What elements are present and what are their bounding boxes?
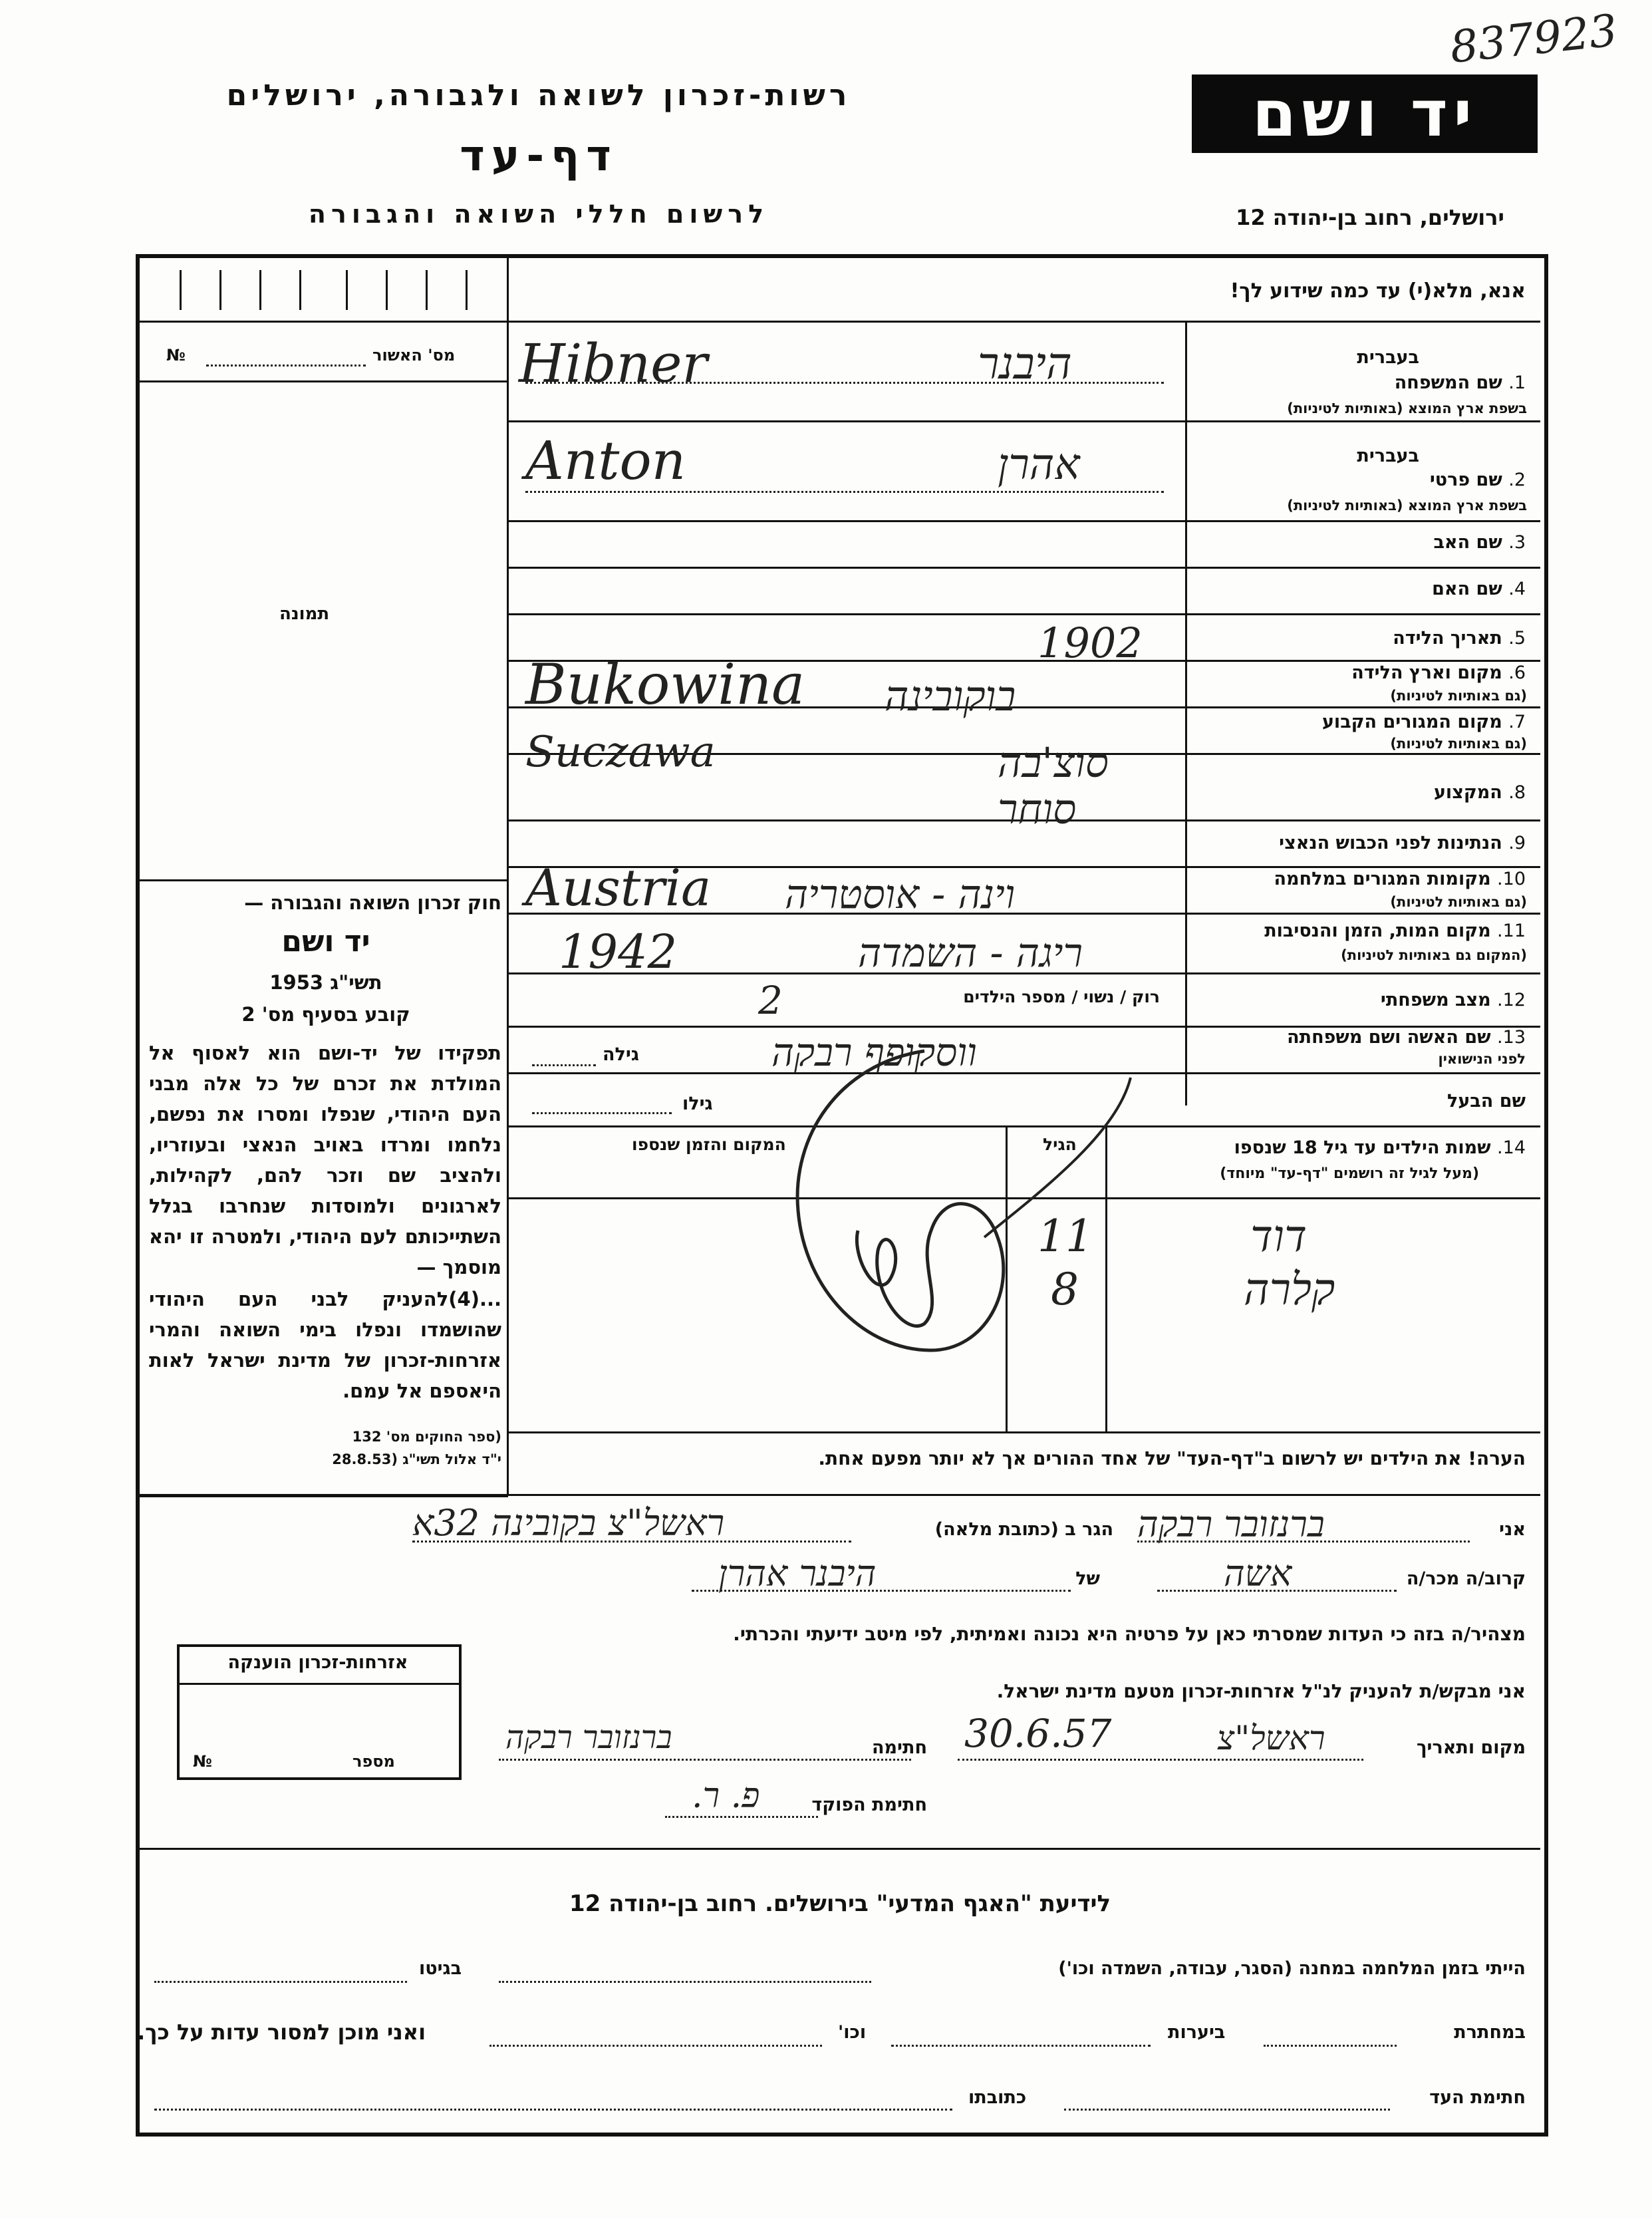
- signature-line: [499, 1759, 911, 1761]
- field-14-note: (מעל לגיל זה רושמים "דף-עד" מיוחד): [1220, 1165, 1479, 1182]
- bottom-witness-signature-line: [1064, 2109, 1390, 2111]
- field-3-label: [1433, 532, 1526, 553]
- law-text: תפקידו של יד-ושם הוא לאסוף אל המולדת את זכרם של כל אלה מבני העם היהודי, שנפלו ומסרו את נפשם, נלחמו ומרדו באויב הנאצי ובעוזריו, ולהציב שם וזכר להם, לקהילות, לארגונים ולמוסדות שנחרבו בגלל השתייכותם לעם היהודי, ולמטרה זו יהא מוסמך —: [149, 1042, 501, 1278]
- relation-name: היבנר אהרן: [718, 1553, 877, 1594]
- children-section-bottom: [507, 1431, 1540, 1433]
- field-13-age-label: גילה: [603, 1044, 639, 1065]
- field-1-label: [1395, 372, 1526, 393]
- field-11-label-text: מקום המות, הזמן והנסיבות: [1264, 921, 1491, 941]
- field-6-number: 6.: [1508, 663, 1526, 683]
- field-5-label: [1393, 628, 1526, 649]
- approval-no-mark: №: [166, 346, 186, 365]
- declarant-name: ברנזובר רבקה: [1137, 1503, 1325, 1545]
- husband-age-label: גילו: [682, 1094, 713, 1114]
- field-5-label-text: תאריך הלידה: [1393, 628, 1502, 649]
- handwritten-scribble: [705, 1038, 1170, 1384]
- citizenship-box-title: אזרחות-זכרון הוענקה: [227, 1652, 408, 1673]
- child-1-name: דוד: [1250, 1211, 1308, 1262]
- law-text-2: ...(4)להעניק לבני העם היהודי שהושמדו ונפלו בימי השואה והמרי אזרחות-זכרון של מדינת ישראל לאות היאספם אל עמם.: [149, 1288, 501, 1402]
- declaration-request: אני מבקש/ת להעניק לנ"ל אזרחות-זכרון מטעם מדינת ישראל.: [996, 1680, 1526, 1702]
- field-8-value: סוחר: [998, 785, 1077, 833]
- row-divider: [140, 321, 1540, 323]
- field-2-label-text: שם פרטי: [1429, 470, 1502, 490]
- field-4-label-text: שם האם: [1432, 579, 1502, 599]
- field-1-value-hebrew: היבנר: [978, 338, 1072, 389]
- field-5-number: 5.: [1508, 628, 1526, 649]
- field-10-label: [1274, 869, 1526, 889]
- field-7-value-hebrew: סוצ'בה: [998, 738, 1109, 787]
- field-12-number: 12.: [1497, 990, 1526, 1010]
- left-column-divider: [507, 258, 509, 1495]
- field-4-label: [1432, 579, 1526, 599]
- header-form-subtitle: לרשום חללי השואה והגבורה: [308, 200, 769, 229]
- field-12-label-text: מצב משפחתי: [1380, 990, 1491, 1010]
- field-1-hebrew-tag: בעברית: [1357, 347, 1419, 368]
- field-10-value-latin: Austria: [525, 858, 712, 917]
- field-6-value-hebrew: בוקובינה: [885, 672, 1016, 720]
- field-1-value-latin: Hibner: [519, 333, 708, 394]
- field-13-label-text: שם האשה ושם משפחתה: [1287, 1027, 1491, 1048]
- field-2-number: 2.: [1508, 470, 1526, 490]
- code-boxes: [153, 267, 499, 314]
- field-2-hint: בשפת ארץ המוצא (באותיות לטיניות): [1287, 498, 1527, 514]
- declaration-address-label: הגר ב (כתובת מלאה): [934, 1519, 1113, 1540]
- header-form-title: דף-עד: [460, 132, 618, 181]
- field-5-value: 1902: [1037, 619, 1143, 667]
- place-date-line: [958, 1759, 1363, 1761]
- field-2-hebrew-tag: בעברית: [1357, 446, 1419, 466]
- bottom-camp-label: הייתי בזמן המלחמה במחנה (הסגר, עבודה, השמדה וכו'): [1058, 1958, 1526, 1979]
- bottom-testimony-label: ואני מוכן למסור עדות על כך.: [137, 2019, 426, 2045]
- law-reference: (ספר החוקים מס' 132: [352, 1429, 501, 1445]
- bottom-underground-line: [1264, 2045, 1397, 2047]
- bottom-ghetto-line: [154, 1981, 407, 1983]
- bottom-etc-line: [489, 2045, 822, 2047]
- field-9-label-text: הנתינות לפני הכבוש הנאצי: [1279, 833, 1502, 853]
- field-7-number: 7.: [1508, 712, 1526, 732]
- field-14-title-text: שמות הילדים עד גיל 18 שנספו: [1234, 1137, 1491, 1158]
- relation-of-label: של: [1075, 1568, 1100, 1589]
- field-7-label: [1322, 712, 1526, 732]
- bottom-underground-label: במחתרת: [1454, 2022, 1526, 2043]
- field-13-number: 13.: [1497, 1027, 1526, 1048]
- place-value: ראשל"צ: [1217, 1719, 1325, 1757]
- field-6-label: [1351, 663, 1526, 683]
- field-7-label-text: מקום המגורים הקבוע: [1321, 712, 1502, 732]
- field-4-number: 4.: [1508, 579, 1526, 599]
- declaration-statement: מצהיר/ה בזה כי העדות שמסרתי כאן על פרטיה היא נכונה ואמיתית, לפי מיטב ידיעתי והכרתי.: [733, 1623, 1526, 1645]
- row-divider: [507, 613, 1540, 615]
- field-10-number: 10.: [1497, 869, 1526, 889]
- place-date-label: מקום ותאריך: [1416, 1737, 1526, 1758]
- field-11-hint: (המקום גם באותיות לטיניות): [1341, 947, 1527, 963]
- row-divider: [507, 420, 1540, 422]
- field-12-value: 2: [758, 978, 783, 1023]
- bottom-forests-line: [891, 2045, 1151, 2047]
- date-value: 30.6.57: [964, 1711, 1112, 1756]
- bottom-address-label: כתובתו: [968, 2087, 1027, 2108]
- photo-label: תמונה: [279, 604, 330, 624]
- bottom-ghetto-label: בגיטו: [419, 1958, 462, 1979]
- bottom-etc-label: וכו': [838, 2022, 867, 2043]
- row-divider: [507, 520, 1540, 522]
- field-8-number: 8.: [1508, 782, 1526, 803]
- bottom-title: לידיעת "האגף המדעי" בירושלים. רחוב בן-יהודה 12: [569, 1890, 1111, 1917]
- field-6-value-latin: Bukowina: [525, 652, 805, 717]
- remark: הערה! את הילדים יש לרשום ב"דף-העד" של אחד ההורים אך לא יותר מפעם אחת.: [818, 1447, 1526, 1469]
- header-address: ירושלים, רחוב בן-יהודה 12: [1236, 205, 1504, 230]
- field-11-value-year: 1942: [559, 925, 678, 979]
- field-1-label-text: שם המשפחה: [1394, 372, 1502, 393]
- field-12-options: רוק / נשוי / מספר הילדים: [963, 987, 1160, 1006]
- approval-number-label: מס' האשור: [372, 346, 456, 365]
- field-2-value-latin: Anton: [525, 430, 686, 492]
- yad-vashem-logo: יד ושם: [1192, 74, 1538, 153]
- field-6-hint: (גם באותיות לטיניות): [1390, 688, 1527, 704]
- children-place-header: המקום והזמן שנספו: [632, 1135, 786, 1154]
- bottom-witness-signature-label: חתימת העד: [1429, 2087, 1526, 2108]
- field-13-age-line: [532, 1064, 596, 1066]
- field-2-label: [1430, 470, 1526, 490]
- bottom-forests-label: ביערות: [1168, 2022, 1226, 2043]
- archive-stamp-number: 837923: [1447, 5, 1620, 73]
- field-1-hint: בשפת ארץ המוצא (באותיות לטיניות): [1287, 400, 1527, 416]
- law-date: י"ד אלול תשי"ג (28.8.53: [332, 1451, 501, 1467]
- child-2-age: 8: [1051, 1264, 1079, 1315]
- field-11-value-hebrew: ריגה - השמדה: [858, 930, 1083, 976]
- child-1-age: 11: [1037, 1211, 1093, 1262]
- law-name: יד ושם: [281, 925, 370, 959]
- husband-label: שם הבעל: [1446, 1091, 1526, 1111]
- field-10-value-hebrew: וינה - אוסטריה: [785, 871, 1016, 918]
- child-2-name: קלרה: [1244, 1264, 1335, 1315]
- children-age-header: הגיל: [1043, 1135, 1077, 1154]
- relation-label: קרוב/ה מכר/ה: [1406, 1568, 1526, 1589]
- field-8-label-text: המקצוע: [1433, 782, 1502, 803]
- field-12-label: [1381, 990, 1526, 1010]
- field-7-hint: (גם באותיות לטיניות): [1390, 736, 1527, 752]
- photo-box-bottom: [140, 879, 508, 881]
- declaration-prefix: אני: [1499, 1519, 1526, 1540]
- citizenship-box-divider: [177, 1683, 459, 1685]
- field-13-label: [1287, 1027, 1526, 1048]
- field-6-label-text: מקום וארץ הלידה: [1351, 663, 1502, 683]
- field-7-value-latin: Suczawa: [525, 728, 716, 777]
- declarant-address: ראשל"צ בקובינה 32א: [412, 1502, 725, 1544]
- field-14-number: 14.: [1497, 1137, 1526, 1158]
- field-13-hint: לפני הנישואין: [1438, 1051, 1526, 1067]
- field-2-value-hebrew: אהרן: [998, 440, 1080, 490]
- remark-bottom: [140, 1494, 1540, 1496]
- bottom-camp-line: [499, 1981, 871, 1983]
- husband-age-line: [532, 1112, 672, 1114]
- field-14-title: [1234, 1137, 1526, 1158]
- bottom-address-line: [154, 2109, 952, 2111]
- signature-label: חתימה: [871, 1737, 927, 1758]
- field-9-number: 9.: [1508, 833, 1526, 853]
- field-1-number: 1.: [1508, 372, 1526, 393]
- citizenship-no-mark: №: [193, 1752, 212, 1771]
- field-11-label: [1264, 921, 1526, 941]
- law-year: תשי"ג 1953: [269, 971, 382, 994]
- row-divider: [507, 567, 1540, 569]
- officer-signature-label: חתימת הפוקד: [811, 1795, 927, 1815]
- approval-row-divider: [140, 380, 508, 382]
- field-10-hint: (גם באותיות לטיניות): [1390, 894, 1527, 910]
- citizenship-box-left-tick: [177, 1644, 179, 1777]
- field-8-label: [1434, 782, 1526, 803]
- bottom-section-divider: [140, 1848, 1540, 1850]
- label-column-divider: [1185, 321, 1187, 1106]
- field-3-number: 3.: [1508, 532, 1526, 553]
- citizenship-number-label: מספר: [352, 1752, 395, 1771]
- header-authority: רשות-זכרון לשואה ולגבורה, ירושלים: [226, 78, 851, 112]
- top-instruction: אנא, מלא(י) עד כמה שידוע לך!: [1230, 279, 1526, 303]
- officer-signature-value: פ. ר.: [692, 1776, 760, 1816]
- field-10-label-text: מקומות המגורים במלחמה: [1274, 869, 1491, 889]
- officer-signature-line: [665, 1816, 818, 1818]
- law-clause: קובע בסעיף מס' 2: [241, 1003, 410, 1026]
- field-11-number: 11.: [1497, 921, 1526, 941]
- field-3-label-text: שם האב: [1433, 532, 1502, 553]
- field-9-label: [1279, 833, 1526, 853]
- approval-number-line: [206, 365, 366, 367]
- law-title: חוק זכרון השואה והגבורה —: [244, 891, 501, 914]
- signature-value: ברנזובר רבקה: [505, 1719, 672, 1756]
- relation-value: אשה: [1224, 1553, 1292, 1594]
- field-13-value: ווסקופף רבקה: [771, 1030, 977, 1075]
